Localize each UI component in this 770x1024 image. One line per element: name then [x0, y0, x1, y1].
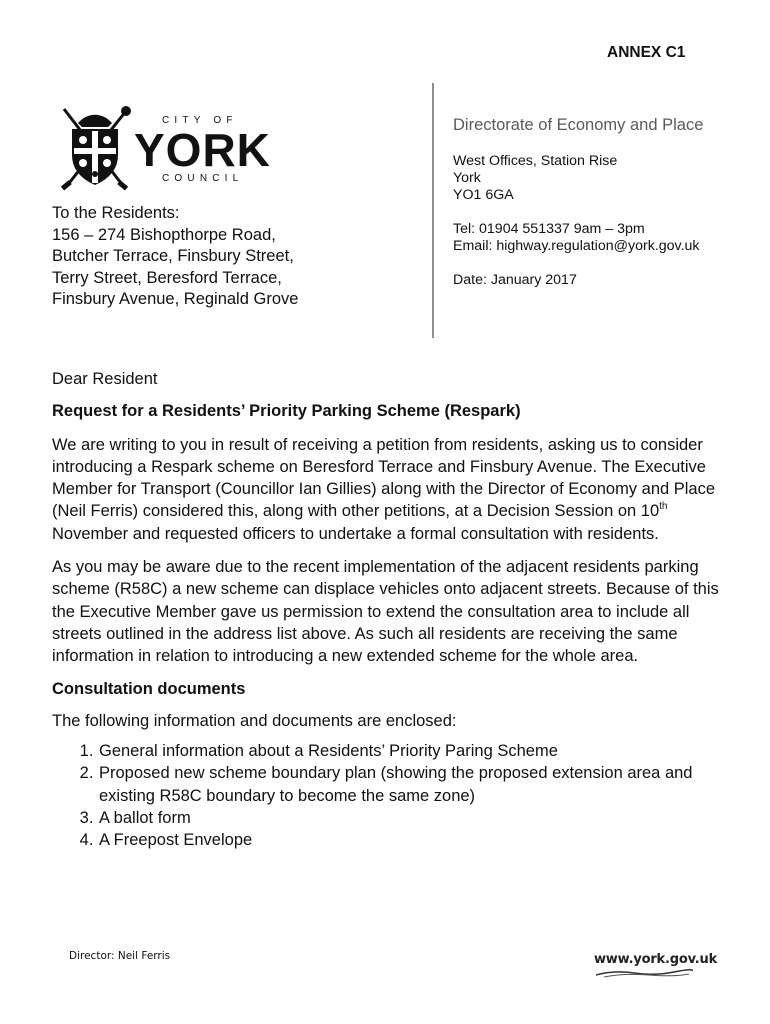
list-item: 2. Proposed new scheme boundary plan (showing the proposed extension area and existing R58C boundary to become the same zone): [98, 762, 722, 807]
recipient-line: To the Residents:: [52, 204, 180, 222]
list-item: 3. A ballot form: [98, 807, 722, 829]
sender-address-line: York: [453, 170, 481, 186]
documents-heading: Consultation documents: [52, 679, 246, 698]
paragraph-petition: [52, 434, 722, 545]
annex-label: ANNEX C1: [607, 44, 686, 61]
superscript: th: [659, 500, 668, 512]
list-item: 4. A Freepost Envelope: [98, 829, 722, 851]
paragraph-text: November and requested officers to undertake a formal consultation with residents.: [52, 524, 659, 543]
council-logo: [58, 103, 273, 195]
recipient-line: Terry Street, Beresford Terrace,: [52, 268, 282, 287]
sender-address-line: West Offices, Station Rise: [453, 153, 618, 169]
wave-underline-icon: [594, 968, 694, 978]
documents-list: [52, 740, 722, 851]
coat-of-arms-icon: [58, 103, 132, 195]
letter-subject: Request for a Residents’ Priority Parking Scheme (Respark): [52, 402, 521, 421]
sender-address-line: YO1 6GA: [453, 187, 514, 203]
recipient-line: Finsbury Avenue, Reginald Grove: [52, 290, 299, 308]
header-divider: [432, 83, 434, 338]
documents-intro: The following information and documents are enclosed:: [52, 711, 457, 730]
letter-date: Date: January 2017: [453, 272, 577, 288]
logo-council-text: COUNCIL: [162, 173, 244, 184]
website-link[interactable]: www.york.gov.uk: [594, 952, 718, 967]
letter-body: [52, 368, 722, 852]
salutation: Dear Resident: [52, 370, 158, 388]
logo-york-text: YORK: [134, 124, 271, 176]
logo-city-text: CITY OF: [162, 115, 238, 126]
directorate-name: Directorate of Economy and Place: [453, 116, 704, 134]
list-item: 1. General information about a Residents’ Priority Paring Scheme: [98, 740, 722, 762]
footer-director: Director: Neil Ferris: [69, 950, 171, 962]
sender-email: Email: highway.regulation@york.gov.uk: [453, 238, 700, 254]
paragraph-consultation-area: As you may be aware due to the recent implementation of the adjacent residents parking scheme (R58C) a new scheme can displace vehicles onto adjacent streets. Because of this the Executive Member gave us permission to extend the consultation area to include all streets outlined in the address list above. As such all residents are receiving the same information in relation to introducing a new extended scheme for the whole area.: [52, 558, 719, 666]
paragraph-text: We are writing to you in result of receiving a petition from residents, asking us to consider introducing a Respark scheme on Beresford Terrace and Finsbury Avenue. The Executive Member for Transport (Councillor Ian Gillies) along with the Director of Economy and Place (Neil Ferris) considered this, along with other petitions, at a Decision Session on 10: [52, 435, 716, 521]
sender-contact: [453, 153, 700, 289]
sender-telephone: Tel: 01904 551337 9am – 3pm: [453, 221, 645, 237]
footer-website: [594, 952, 718, 978]
recipient-line: 156 – 274 Bishopthorpe Road,: [52, 225, 276, 244]
recipient-address: [52, 203, 298, 311]
recipient-line: Butcher Terrace, Finsbury Street,: [52, 247, 294, 265]
